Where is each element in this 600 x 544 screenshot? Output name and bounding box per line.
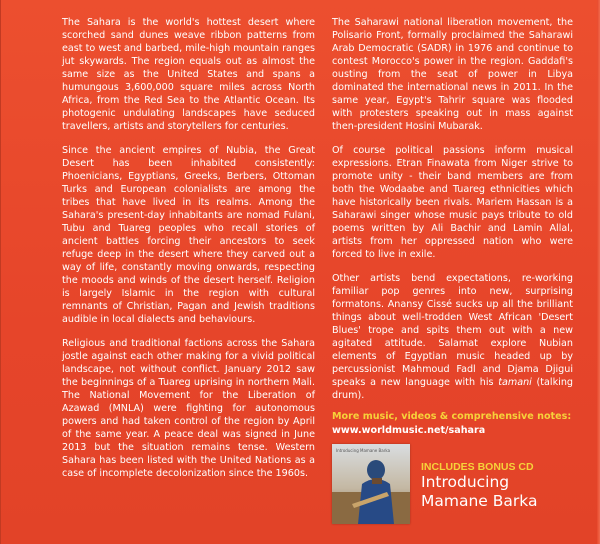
bonus-title-line: Introducing [421, 473, 510, 491]
bonus-cd-title [421, 473, 596, 511]
italic-term: tamani [498, 377, 532, 388]
bonus-cover-title: Introducing Mamane Barka [336, 448, 391, 453]
right-text-column [332, 16, 573, 413]
paragraph-text-end: (talking drum). [332, 377, 573, 401]
website-link[interactable]: www.worldmusic.net/sahara [332, 425, 486, 436]
paragraph: Religious and traditional factions across the Sahara jostle against each other making for a vivid political landscape, not without conflict. January 2012 saw the beginnings of a Tuareg uprising in northern Mali. The National Movement for the Liberation of Azawad (MNLA) were fighting for autonomous powers and had taken control of the region by April of the same year. A peace deal was signed in June 2013 but the situation remains tense. Western Sahara has been listed with the United Nations as a case of incomplete decolonization since the 1960s. [62, 338, 315, 479]
paragraph: Of course political passions inform musical expressions. Etran Finawata from Niger strive to promote unity - their band members are from both the Wodaabe and Tuareg ethnicities which have historically been rivals. Mariem Hassan is a Saharawi singer whose music pays tribute to old poems written by Ali Bachir and Lamin Allal, artists from her oppressed nation who were forced to live in exile. [332, 145, 573, 260]
more-notes-label: More music, videos & comprehensive notes: [332, 411, 572, 422]
paragraph-text: Other artists bend expectations, re-working familiar pop genres into new, surprising formatons. Anansy Cissé sucks up all the brilliant things about well-trodden West African 'Desert Blues' trope and spits them out with a new agitated attitude. Salamat explore Nubian elements of Egyptian music headed up by percussionist Mahmoud Fadl and Djama Djigui speaks a new language with his [332, 273, 573, 388]
musician-silhouette-icon [332, 444, 410, 524]
paragraph: The Saharawi national liberation movement, the Polisario Front, formally proclaimed the Saharawi Arab Democratic (SADR) in 1976 and continue to contest Morocco's power in the region. Gaddafi's ousting from the seat of power in Libya dominated the international news in 2011. In the same year, Egypt's Tahrir square was flooded with protesters speaking out in mass against then-president Hosini Mubarak. [332, 17, 573, 132]
bonus-title-line: Mamane Barka [421, 492, 538, 510]
paragraph: Since the ancient empires of Nubia, the Great Desert has been inhabited consistently: Phoenicians, Egyptians, Greeks, Berbers, Ottoman Turks and European colonialists are among the tribes that have lived in its realms. Among the Sahara's present-day inhabitants are nomad Fulani, Tubu and Tuareg peoples who recall stories of ancient battles forcing their ancestors to seek refuge deep in the desert where they carved out a way of life, constantly moving onwards, respecting the moods and winds of the desert herself. Religion is largely Islamic in the region with cultural remnants of Christian, Pagan and Jewish traditions audible in local dialects and behaviours. [62, 145, 315, 325]
paragraph: The Sahara is the world's hottest desert where scorched sand dunes weave ribbon patterns from east to west and barbed, mile-high mountain ranges jut skywards. The region equals out as almost the same size as the United States and spans a humungous 3,600,000 square miles across North Africa, from the Red Sea to the Atlantic Ocean. Its photogenic undulating landscapes have seduced travellers, artists and storytellers for centuries. [62, 17, 315, 132]
left-text-column [62, 16, 315, 491]
paragraph [332, 272, 573, 402]
bonus-cd-cover-image [332, 444, 410, 524]
bonus-cd-label: INCLUDES BONUS CD [421, 461, 534, 473]
